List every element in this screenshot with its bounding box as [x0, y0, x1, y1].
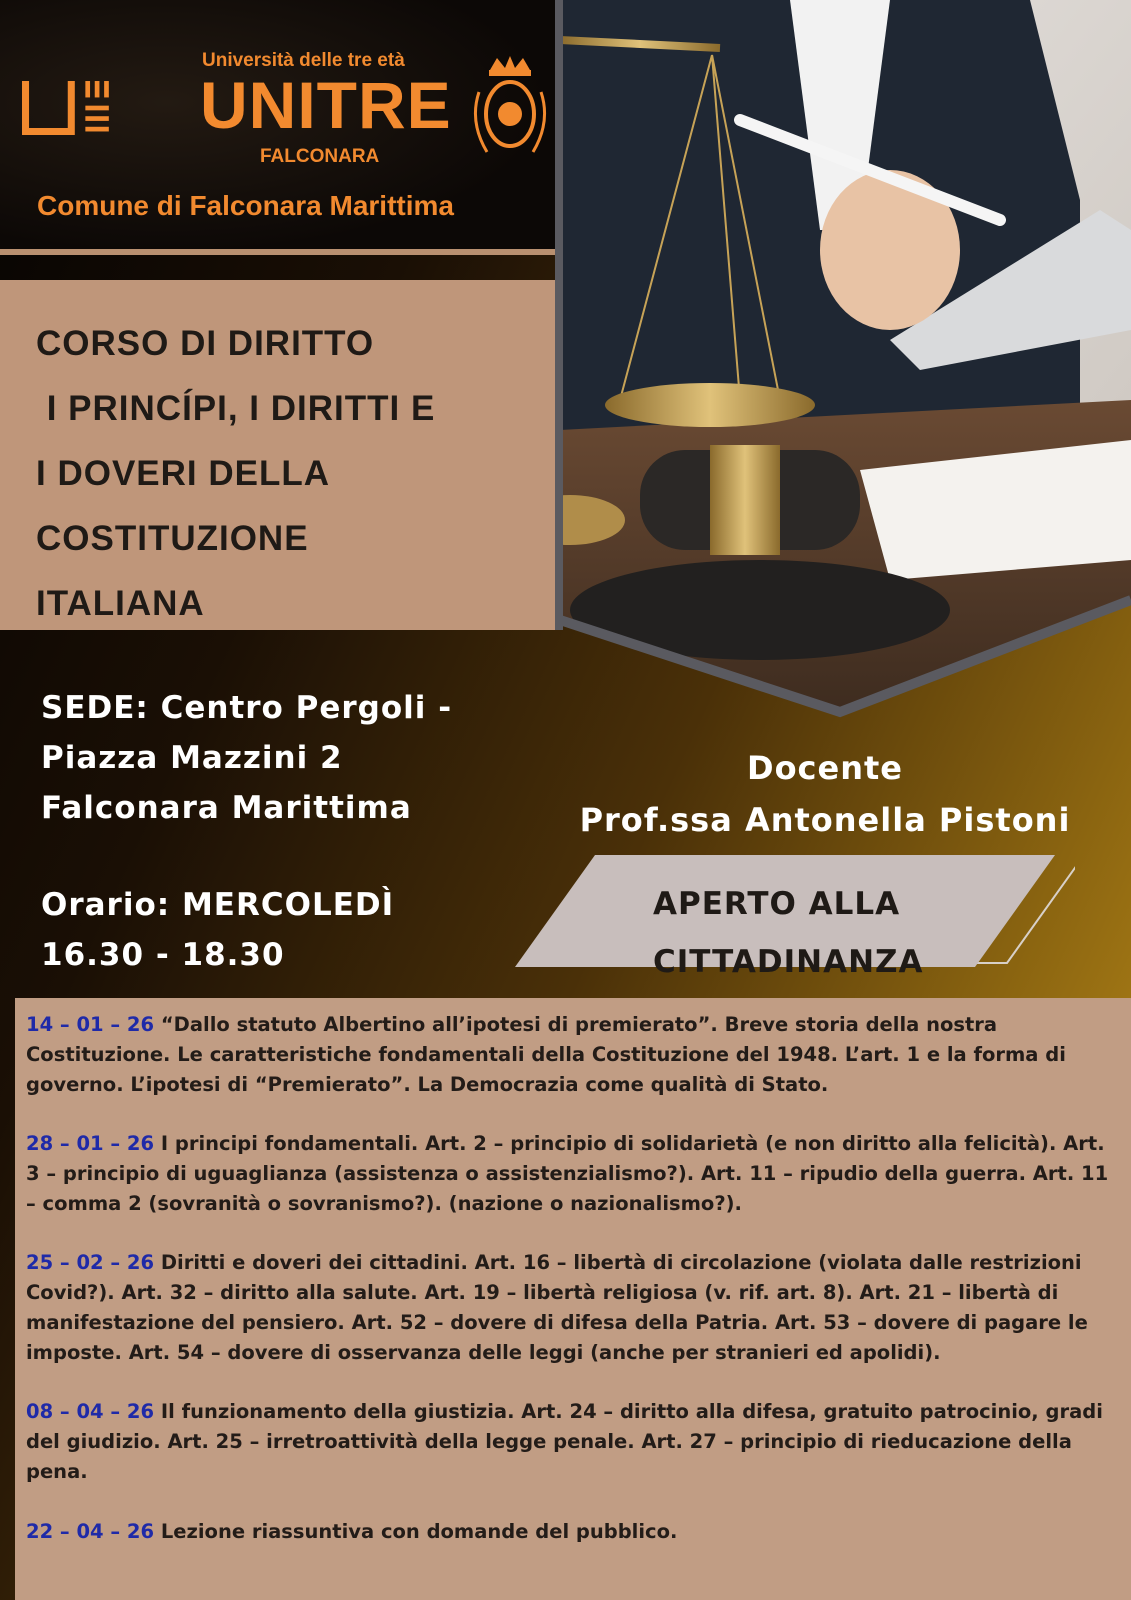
- teacher-name: Prof.ssa Antonella Pistoni: [579, 801, 1071, 839]
- lesson-date: 22 – 04 – 26: [26, 1519, 155, 1543]
- venue-line: SEDE: Centro Pergoli -: [41, 690, 453, 726]
- course-title-line: COSTITUZIONE: [36, 519, 309, 558]
- teacher-info: [560, 742, 1090, 846]
- schedule-info: [41, 880, 394, 980]
- lesson-date: 25 – 02 – 26: [26, 1251, 155, 1275]
- course-title-line: ITALIANA: [36, 584, 205, 623]
- course-title: [36, 311, 546, 636]
- teacher-label: Docente: [747, 749, 903, 787]
- comune-name: Comune di Falconara Marittima: [37, 190, 454, 221]
- lesson-text: Lezione riassuntiva con domande del pubblico.: [154, 1519, 678, 1543]
- course-title-line: I PRINCÍPI, I DIRITTI E: [36, 389, 436, 428]
- lesson-date: 28 – 01 – 26: [26, 1132, 155, 1156]
- logo-city: FALCONARA: [260, 146, 380, 167]
- unitre-logo-icon: [22, 58, 110, 158]
- course-title-line: CORSO DI DIRITTO: [36, 324, 375, 363]
- badge-line: CITTADINANZA: [653, 944, 924, 980]
- course-title-line: I DOVERI DELLA: [36, 454, 331, 493]
- schedule-line: 16.30 - 18.30: [41, 937, 285, 973]
- venue-line: Falconara Marittima: [41, 790, 412, 826]
- header-divider: [0, 249, 555, 255]
- venue-info: [41, 683, 452, 833]
- schedule-line: Orario: MERCOLEDÌ: [41, 887, 395, 923]
- lesson-item: [26, 1248, 1116, 1367]
- lesson-text: “Dallo statuto Albertino all’ipotesi di premierato”. Breve storia della nostra Costituzione. Le caratteristiche fondamentali della Costituzione del 1948. L’art. 1 e la forma di governo. L’ipotesi di “Premierato”. La Democrazia come qualità di Stato.: [26, 1013, 1066, 1096]
- photo-justice-scales-gavel: [560, 0, 1131, 730]
- logo-name: UNITRE: [200, 68, 452, 142]
- logo-subtitle: Università delle tre età: [202, 50, 405, 71]
- lesson-text: I principi fondamentali. Art. 2 – principio di solidarietà (e non diritto alla felicità). Art. 3 – principio di uguaglianza (assistenza o assistenzialismo?). Art. 11 – ripudio della guerra. Art. 11 – comma 2 (sovranità o sovranismo?). (nazione o nazionalismo?).: [26, 1132, 1109, 1215]
- lesson-item: [26, 1010, 1116, 1099]
- lesson-date: 14 – 01 – 26: [26, 1013, 155, 1036]
- badge-line: APERTO ALLA: [653, 886, 901, 922]
- lessons-list: [26, 1010, 1116, 1576]
- open-to-public-badge: [653, 875, 924, 991]
- lesson-item: [26, 1397, 1116, 1486]
- lesson-date: 08 – 04 – 26: [26, 1400, 155, 1424]
- lesson-item: [26, 1129, 1116, 1218]
- coat-of-arms-icon: [465, 52, 555, 162]
- lesson-item: [26, 1517, 1116, 1547]
- lesson-text: Il funzionamento della giustizia. Art. 24 – diritto alla difesa, gratuito patrocinio, gradi del giudizio. Art. 25 – irretroattività della legge penale. Art. 27 – principio di rieducazione della pena.: [26, 1400, 1103, 1483]
- photo-frame-divider: [555, 0, 563, 630]
- venue-line: Piazza Mazzini 2: [41, 740, 343, 776]
- lesson-text: Diritti e doveri dei cittadini. Art. 16 – libertà di circolazione (violata dalle restrizioni Covid?). Art. 32 – diritto alla salute. Art. 19 – libertà religiosa (v. rif. art. 8). Art. 21 – libertà di manifestazione del pensiero. Art. 52 – dovere di difesa della Patria. Art. 53 – dovere di pagare le imposte. Art. 54 – dovere di osservanza delle leggi (anche per stranieri ed apolidi).: [26, 1251, 1088, 1364]
